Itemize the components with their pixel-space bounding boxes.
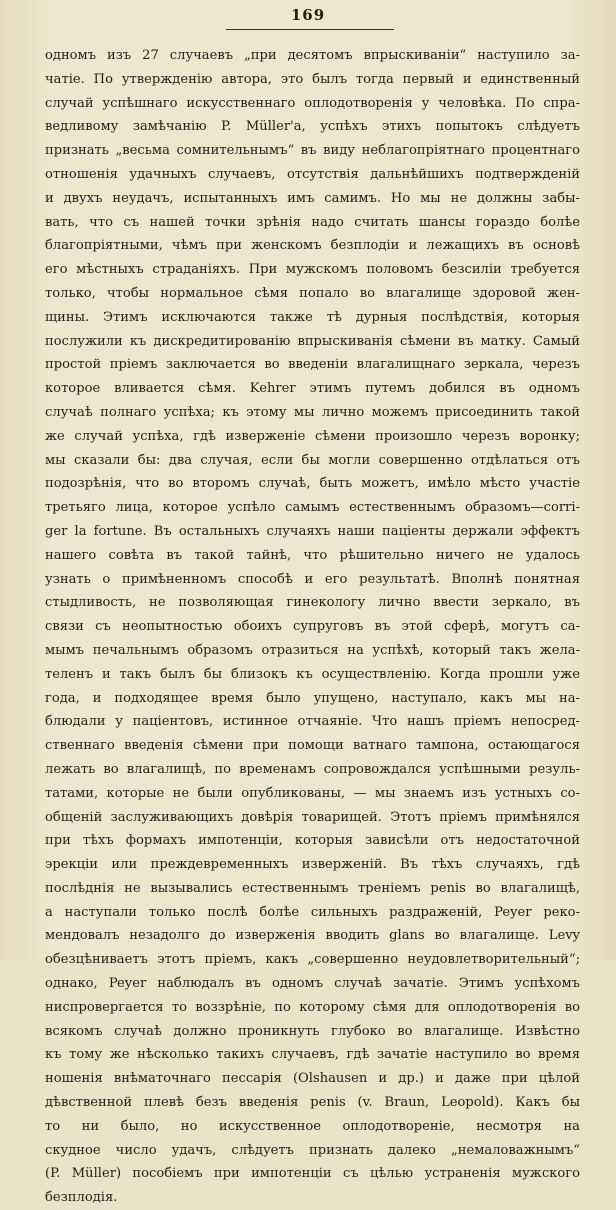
text-line: простой пріемъ заключается во введеніи влагалищнаго зеркала, черезъ bbox=[45, 357, 580, 373]
page-number: 169 bbox=[290, 6, 326, 24]
text-line: дѣвственной плевѣ безъ введенія penis (v. Braun, Leopold). Какъ бы bbox=[45, 1095, 580, 1111]
text-line: обезцѣниваетъ этотъ пріемъ, какъ „совершенно неудовлетворительный“; bbox=[45, 952, 580, 968]
text-line: татами, которые не были опубликованы, — мы знаемъ изъ устныхъ со- bbox=[45, 785, 580, 801]
text-line: ведливому замѣчанію P. Müller'а, успѣхъ этихъ попытокъ слѣдуетъ bbox=[45, 119, 580, 135]
text-line: нашего совѣта въ такой тайнѣ, что рѣшительно ничего не удалось bbox=[45, 547, 580, 563]
text-line: послужили къ дискредитированію впрыскиванія сѣмени въ матку. Самый bbox=[45, 333, 580, 349]
text-line: и двухъ неудачъ, испытанныхъ имъ самимъ. Но мы не должны забы- bbox=[45, 190, 580, 206]
text-line: его мѣстныхъ страданіяхъ. При мужскомъ половомъ безсиліи требуется bbox=[45, 262, 580, 278]
text-line: стыдливость, не позволяющая гинекологу лично ввести зеркало, въ bbox=[45, 595, 580, 611]
text-line: отношенія удачныхъ случаевъ, отсутствія дальнѣйшихъ подтвержденій bbox=[45, 166, 580, 182]
text-line: же случай успѣха, гдѣ изверженіе сѣмени произошло черезъ воронку; bbox=[45, 428, 580, 444]
text-line: а наступали только послѣ болѣе сильныхъ раздраженій, Peyer реко- bbox=[45, 904, 580, 920]
text-line: связи съ неопытностью обоихъ супруговъ въ этой сферѣ, могутъ са- bbox=[45, 619, 580, 635]
text-line: случай успѣшнаго искусственнаго оплодотворенія у человѣка. По спра- bbox=[45, 95, 580, 111]
text-line: при тѣхъ формахъ импотенціи, которыя зависѣли отъ недостаточной bbox=[45, 833, 580, 849]
text-line: послѣднія не вызывались естественнымъ треніемъ penis во влагалищѣ, bbox=[45, 880, 580, 896]
text-line: ger la fortune. Въ остальныхъ случаяхъ наши паціенты держали эффектъ bbox=[45, 523, 580, 539]
text-line: только, чтобы нормальное сѣмя попало во влагалище здоровой жен- bbox=[45, 285, 580, 301]
text-line: къ тому же нѣсколько такихъ случаевъ, гдѣ зачатіе наступило во время bbox=[45, 1047, 580, 1063]
text-line: третьяго лица, которое успѣло самымъ естественнымъ образомъ—corri- bbox=[45, 500, 580, 516]
text-line: чатіе. По утвержденію автора, это былъ тогда первый и единственный bbox=[45, 71, 580, 87]
text-line: года, и подходящее время было упущено, наступало, какъ мы на- bbox=[45, 690, 580, 706]
text-line: мымъ печальнымъ образомъ отразиться на успѣхѣ, который такъ жела- bbox=[45, 642, 580, 658]
text-line: однако, Peyer наблюдалъ въ одномъ случаѣ зачатіе. Этимъ успѣхомъ bbox=[45, 976, 580, 992]
text-line: (P. Müller) пособіемъ при импотенціи съ цѣлью устраненія мужского bbox=[45, 1166, 580, 1182]
text-line: мендовалъ незадолго до изверженія вводить glans во влагалище. Levy bbox=[45, 928, 580, 944]
text-line: теленъ и такъ былъ бы близокъ къ осуществленію. Когда прошли уже bbox=[45, 666, 580, 682]
text-line: то ни было, но искусственное оплодотвореніе, несмотря на bbox=[45, 1118, 580, 1134]
text-line: безплодія. bbox=[45, 1190, 118, 1206]
text-line: всякомъ случаѣ должно проникнуть глубоко во влагалище. Извѣстно bbox=[45, 1023, 580, 1039]
header-rule bbox=[226, 29, 394, 30]
text-line: вать, что съ нашей точки зрѣнія надо считать шансы гораздо болѣе bbox=[45, 214, 580, 230]
text-line: эрекціи или преждевременныхъ изверженій. Въ тѣхъ случаяхъ, гдѣ bbox=[45, 857, 580, 873]
text-line: одномъ изъ 27 случаевъ „при десятомъ впрыскиваніи“ наступило за- bbox=[45, 48, 580, 63]
body-text bbox=[45, 44, 580, 1210]
text-line: которое вливается сѣмя. Kehrer этимъ путемъ добился въ одномъ bbox=[45, 381, 580, 397]
text-line: щины. Этимъ исключаются также тѣ дурныя послѣдствія, которыя bbox=[45, 309, 580, 325]
text-line: лежать во влагалищѣ, по временамъ сопровождался успѣшными резуль- bbox=[45, 761, 580, 777]
text-line: узнать о примѣненномъ способѣ и его результатѣ. Вполнѣ понятная bbox=[45, 571, 580, 587]
text-line: мы сказали бы: два случая, если бы могли совершенно отдѣлаться отъ bbox=[45, 452, 580, 468]
text-line: ношенія внѣматочнаго пессарія (Olshausen и др.) и даже при цѣлой bbox=[45, 1071, 580, 1087]
text-line: скудное число удачъ, слѣдуетъ признать далеко „немаловажнымъ“ bbox=[45, 1142, 580, 1158]
text-line: ниспровергается то воззрѣніе, по которому сѣмя для оплодотворенія во bbox=[45, 999, 580, 1015]
text-line: блюдали у паціентовъ, истинное отчаяніе. Что нашъ пріемъ непосред- bbox=[45, 714, 580, 730]
text-line: признать „весьма сомнительнымъ“ въ виду неблагопріятнаго процентнаго bbox=[45, 143, 580, 159]
text-line: ственнаго введенія сѣмени при помощи ватнаго тампона, остающагося bbox=[45, 738, 580, 754]
text-line: случаѣ полнаго успѣха; къ этому мы лично можемъ присоединить такой bbox=[45, 404, 580, 420]
text-line: благопріятными, чѣмъ при женскомъ безплодіи и лежащихъ въ основѣ bbox=[45, 238, 580, 254]
text-line: общеній заслуживающихъ довѣрія товарищей. Этотъ пріемъ примѣнялся bbox=[45, 809, 580, 825]
text-line: подозрѣнія, что во второмъ случаѣ, быть можетъ, имѣло мѣсто участіе bbox=[45, 476, 580, 492]
